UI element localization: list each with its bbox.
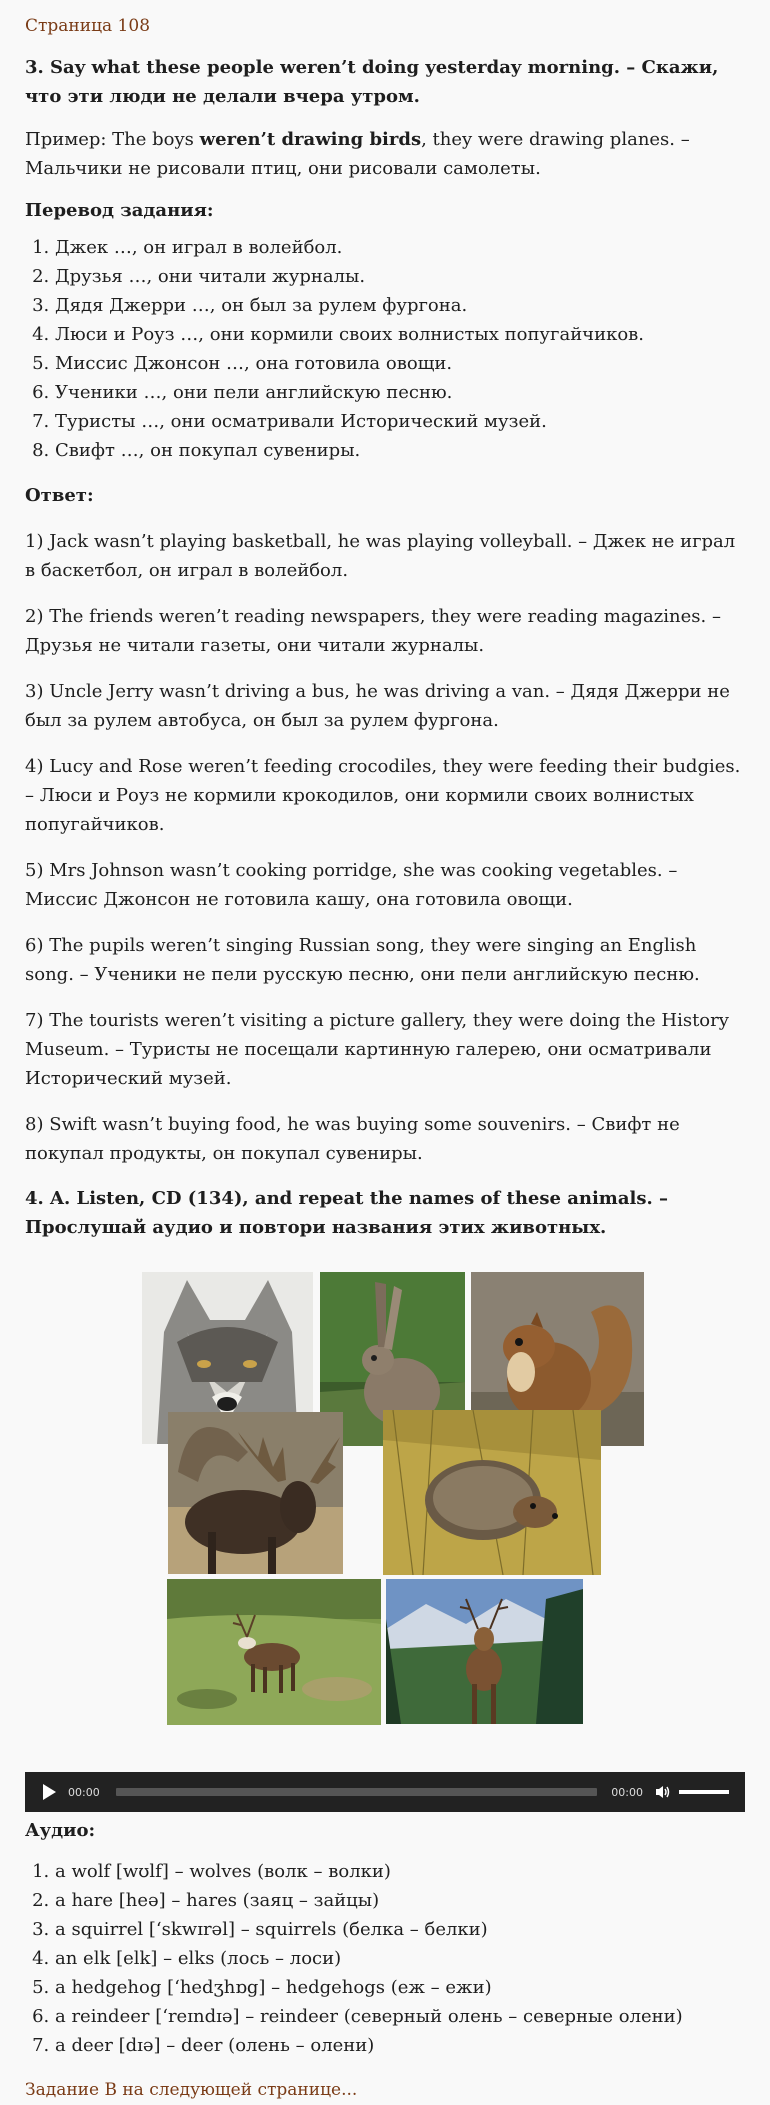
list-item: 3. a squirrel [‘skwɪrəl] – squirrels (белка – белки) xyxy=(55,1915,745,1944)
answer-5: 5) Mrs Johnson wasn’t cooking porridge, she was cooking vegetables. – Миссис Джонсон не готовила кашу, она готовила овощи. xyxy=(25,860,678,910)
answer-6: 6) The pupils weren’t singing Russian song, they were singing an English song. – Ученики не пели русскую песню, они пели английскую песню. xyxy=(25,935,700,985)
deer-photo xyxy=(386,1579,583,1724)
example-prefix: Пример: The boys xyxy=(25,129,200,150)
progress-track[interactable] xyxy=(116,1788,598,1796)
list-item: 6. Ученики …, они пели английскую песню. xyxy=(55,378,745,407)
hedgehog-photo xyxy=(383,1410,601,1575)
volume-slider[interactable] xyxy=(679,1790,729,1794)
list-item: 8. Свифт …, он покупал сувениры. xyxy=(55,436,745,465)
next-task-link[interactable]: Задание В на следующей странице... xyxy=(25,2080,358,2100)
list-item: 1. a wolf [wʊlf] – wolves (волк – волки) xyxy=(55,1857,745,1886)
example-bold: weren’t drawing birds xyxy=(199,129,422,150)
list-item: 6. a reindeer [‘reɪndɪə] – reindeer (северный олень – северные олени) xyxy=(55,2002,745,2031)
list-item: 3. Дядя Джерри …, он был за рулем фургона. xyxy=(55,291,745,320)
example-suffix: , they were drawing planes. – Мальчики не рисовали птиц, они рисовали самолеты. xyxy=(25,129,690,179)
audio-heading: Аудио: xyxy=(25,1820,96,1841)
answer-heading: Ответ: xyxy=(25,485,94,506)
translation-list xyxy=(25,233,745,465)
list-item: 7. Туристы …, они осматривали Исторический музей. xyxy=(55,407,745,436)
list-item: 4. Люси и Роуз …, они кормили своих волнистых попугайчиков. xyxy=(55,320,745,349)
list-item: 5. Миссис Джонсон …, она готовила овощи. xyxy=(55,349,745,378)
animal-gallery xyxy=(0,1252,770,1772)
task3-example xyxy=(25,125,745,183)
answer-3: 3) Uncle Jerry wasn’t driving a bus, he was driving a van. – Дядя Джерри не был за рулем автобуса, он был за рулем фургона. xyxy=(25,681,730,731)
elk-photo xyxy=(168,1412,343,1574)
list-item: 5. a hedgehog [‘hedʒhɒg] – hedgehogs (еж – ежи) xyxy=(55,1973,745,2002)
answer-1: 1) Jack wasn’t playing basketball, he was playing volleyball. – Джек не играл в баскетбол, он играл в волейбол. xyxy=(25,531,736,581)
audio-list xyxy=(25,1857,745,2060)
list-item: 4. an elk [elk] – elks (лось – лоси) xyxy=(55,1944,745,1973)
list-item: 2. a hare [heə] – hares (заяц – зайцы) xyxy=(55,1886,745,1915)
translation-heading: Перевод задания: xyxy=(25,200,214,221)
reindeer-photo xyxy=(167,1579,381,1725)
page-label-link[interactable]: Страница 108 xyxy=(25,16,151,36)
list-item: 7. a deer [dɪə] – deer (олень – олени) xyxy=(55,2031,745,2060)
current-time: 00:00 xyxy=(68,1785,100,1799)
list-item: 1. Джек …, он играл в волейбол. xyxy=(55,233,745,262)
task4-title: 4. A. Listen, CD (134), and repeat the names of these animals. – Прослушай аудио и повтори названия этих животных. xyxy=(25,1188,669,1238)
duration-time: 00:00 xyxy=(611,1785,643,1799)
answer-8: 8) Swift wasn’t buying food, he was buying some souvenirs. – Свифт не покупал продукты, он покупал сувениры. xyxy=(25,1114,680,1164)
answer-2: 2) The friends weren’t reading newspapers, they were reading magazines. – Друзья не читали газеты, они читали журналы. xyxy=(25,606,721,656)
answer-7: 7) The tourists weren’t visiting a picture gallery, they were doing the History Museum. – Туристы не посещали картинную галерею, они осматривали Исторический музей. xyxy=(25,1010,729,1089)
volume-icon[interactable] xyxy=(655,1784,671,1800)
answer-4: 4) Lucy and Rose weren’t feeding crocodiles, they were feeding their budgies. – Люси и Роуз не кормили крокодилов, они кормили своих волнистых попугайчиков. xyxy=(25,756,741,835)
list-item: 2. Друзья …, они читали журналы. xyxy=(55,262,745,291)
audio-player xyxy=(25,1772,745,1812)
task3-title: 3. Say what these people weren’t doing yesterday morning. – Скажи, что эти люди не делали вчера утром. xyxy=(25,57,719,107)
play-button[interactable] xyxy=(43,1784,56,1800)
